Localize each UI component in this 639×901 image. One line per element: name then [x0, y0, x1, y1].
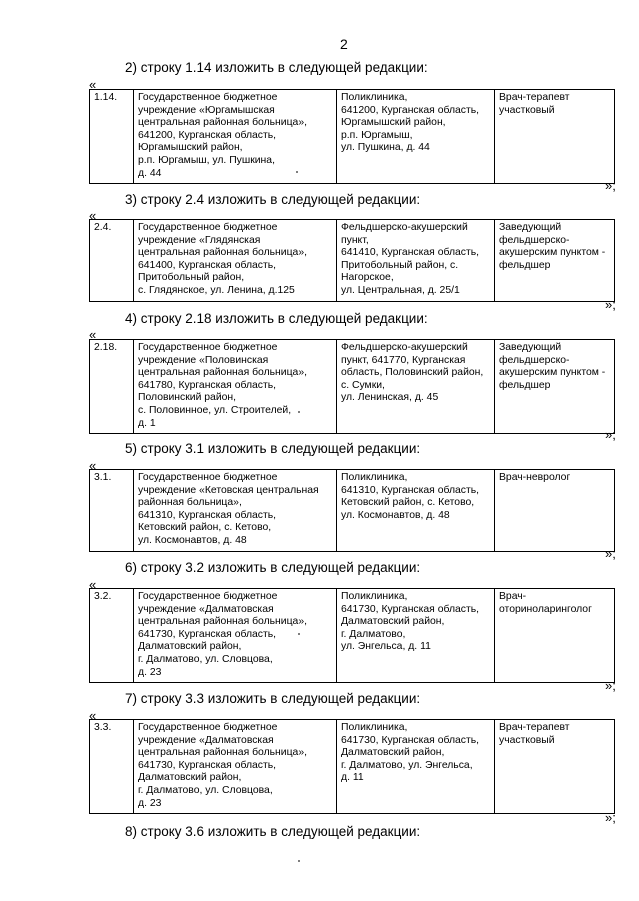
position-cell: Врач-терапевт участковый	[495, 90, 615, 184]
position-cell: Заведующий фельдшерско- акушерским пунктом - фельдшер	[495, 340, 615, 434]
section-heading: 8) строку 3.6 изложить в следующей редакции:	[125, 824, 421, 839]
opening-quote: «	[89, 577, 97, 592]
amendment-table	[89, 89, 615, 184]
institution-cell: Государственное бюджетное учреждение «Юргамышская центральная районная больница», 641200, Курганская область, Юргамышский район, р.п. Юргамыш, ул. Пушкина, д. 44	[134, 90, 337, 184]
unit-cell: Поликлиника, 641310, Курганская область, Кетовский район, с. Кетово, ул. Космонавтов, д. 48	[337, 470, 495, 552]
opening-quote: «	[89, 77, 97, 92]
row-number-cell: 3.1.	[90, 470, 134, 552]
section-heading: 5) строку 3.1 изложить в следующей редакции:	[125, 441, 421, 456]
opening-quote: «	[89, 708, 97, 723]
position-cell: Врач-невролог	[495, 470, 615, 552]
position-cell: Врач- оториноларинголог	[495, 589, 615, 683]
closing-quote: »;	[605, 546, 616, 561]
position-cell: Заведующий фельдшерско- акушерским пунктом - фельдшер	[495, 220, 615, 302]
unit-cell: Фельдшерско-акушерский пункт, 641770, Курганская область, Половинский район, с. Сумки, ул. Ленинская, д. 45	[337, 340, 495, 434]
row-number-cell: 1.14.	[90, 90, 134, 184]
table-row	[90, 220, 615, 302]
unit-cell: Поликлиника, 641730, Курганская область, Далматовский район, г. Далматово, ул. Энгельса, д. 11	[337, 720, 495, 814]
scan-speck	[298, 860, 300, 862]
opening-quote: «	[89, 458, 97, 473]
page-number: 2	[340, 36, 348, 52]
scan-speck	[298, 633, 300, 635]
position-cell: Врач-терапевт участковый	[495, 720, 615, 814]
amendment-table	[89, 469, 615, 552]
scan-speck	[298, 411, 300, 413]
section-heading: 2) строку 1.14 изложить в следующей редакции:	[125, 60, 428, 75]
institution-cell: Государственное бюджетное учреждение «Глядянская центральная районная больница», 641400, Курганская область, Притобольный район, с. Глядянское, ул. Ленина, д.125	[134, 220, 337, 302]
amendment-table	[89, 219, 615, 302]
row-number-cell: 3.2.	[90, 589, 134, 683]
closing-quote: »;	[605, 297, 616, 312]
institution-cell: Государственное бюджетное учреждение «Далматовская центральная районная больница», 641730, Курганская область, Далматовский район, г. Далматово, ул. Словцова, д. 23	[134, 589, 337, 683]
table-row	[90, 340, 615, 434]
section-heading: 7) строку 3.3 изложить в следующей редакции:	[125, 691, 421, 706]
amendment-table	[89, 719, 615, 814]
institution-cell: Государственное бюджетное учреждение «Далматовская центральная районная больница», 641730, Курганская область, Далматовский район, г. Далматово, ул. Словцова, д. 23	[134, 720, 337, 814]
row-number-cell: 2.4.	[90, 220, 134, 302]
closing-quote: »;	[605, 427, 616, 442]
opening-quote: «	[89, 327, 97, 342]
table-row	[90, 90, 615, 184]
table-row	[90, 470, 615, 552]
amendment-table	[89, 339, 615, 434]
row-number-cell: 3.3.	[90, 720, 134, 814]
closing-quote: »;	[605, 810, 616, 825]
unit-cell: Фельдшерско-акушерский пункт, 641410, Курганская область, Притобольный район, с. Нагорское, ул. Центральная, д. 25/1	[337, 220, 495, 302]
institution-cell: Государственное бюджетное учреждение «Кетовская центральная районная больница», 641310, Курганская область, Кетовский район, с. Кетово, ул. Космонавтов, д. 48	[134, 470, 337, 552]
section-heading: 4) строку 2.18 изложить в следующей редакции:	[125, 311, 428, 326]
unit-cell: Поликлиника, 641730, Курганская область, Далматовский район, г. Далматово, ул. Энгельса, д. 11	[337, 589, 495, 683]
closing-quote: »;	[605, 678, 616, 693]
closing-quote: »;	[605, 178, 616, 193]
section-heading: 3) строку 2.4 изложить в следующей редакции:	[125, 192, 421, 207]
table-row	[90, 720, 615, 814]
unit-cell: Поликлиника, 641200, Курганская область, Юргамышский район, р.п. Юргамыш, ул. Пушкина, д. 44	[337, 90, 495, 184]
opening-quote: «	[89, 208, 97, 223]
amendment-table	[89, 588, 615, 683]
scan-speck	[296, 171, 298, 173]
institution-cell: Государственное бюджетное учреждение «Половинская центральная районная больница», 641780, Курганская область, Половинский район, с. Половинное, ул. Строителей, д. 1	[134, 340, 337, 434]
section-heading: 6) строку 3.2 изложить в следующей редакции:	[125, 560, 421, 575]
table-row	[90, 589, 615, 683]
row-number-cell: 2.18.	[90, 340, 134, 434]
